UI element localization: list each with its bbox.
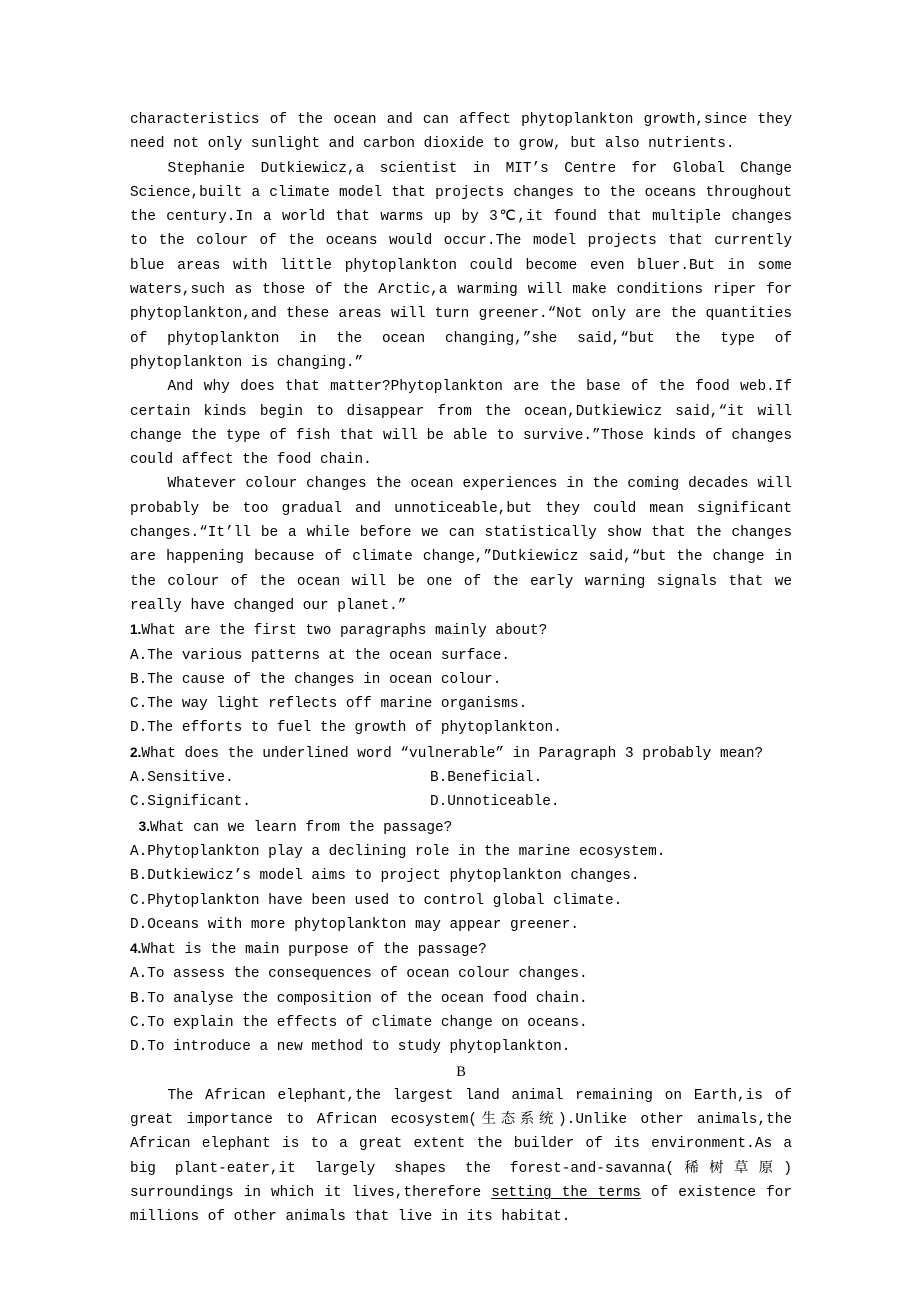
question-2-option-d[interactable]: D.Unnoticeable. xyxy=(430,794,560,811)
question-3-text: What can we learn from the passage? xyxy=(149,819,453,836)
section-b-paragraph xyxy=(130,1084,792,1230)
paragraph-warning-signals: Whatever colour changes the ocean experiences in the coming decades will probably be too gradual and unnoticeable,but they could mean significant changes.“It’ll be a while before we can statistically show that the changes are happening because of climate change,”Dutkiewicz said,“but the change in the colour of the ocean will be one of the early warning signals that we really have changed our planet.” xyxy=(130,476,792,614)
question-4-option-d[interactable]: D.To introduce a new method to study phytoplankton. xyxy=(130,1039,571,1056)
question-4-option-b[interactable]: B.To analyse the composition of the ocean food chain. xyxy=(130,990,588,1007)
question-1-number: 1. xyxy=(130,622,142,638)
paragraph-food-web: And why does that matter?Phytoplankton are the base of the food web.If certain kinds begin to disappear from the ocean,Dutkiewicz said,“it will change the type of fish that will be able to survive.”Those kinds of changes could affect the food chain. xyxy=(130,379,792,469)
question-4-option-c[interactable]: C.To explain the effects of climate change on oceans. xyxy=(130,1014,588,1031)
question-4-stem xyxy=(130,937,792,962)
question-3-option-c[interactable]: C.Phytoplankton have been used to control global climate. xyxy=(130,892,623,909)
question-1-option-c[interactable]: C.The way light reflects off marine organisms. xyxy=(130,696,528,713)
question-3-option-d[interactable]: D.Oceans with more phytoplankton may appear greener. xyxy=(130,916,580,933)
question-3-option-b[interactable]: B.Dutkiewicz’s model aims to project phytoplankton changes. xyxy=(130,868,640,885)
question-2-option-a[interactable]: A.Sensitive. xyxy=(130,770,234,787)
question-4-text: What is the main purpose of the passage? xyxy=(141,942,487,959)
question-4-option-a[interactable]: A.To assess the consequences of ocean colour changes. xyxy=(130,966,588,983)
question-1-option-b[interactable]: B.The cause of the changes in ocean colour. xyxy=(130,671,502,688)
question-2-text: What does the underlined word “vulnerable” in Paragraph 3 probably mean? xyxy=(141,745,764,762)
paragraph-continuation: characteristics of the ocean and can affect phytoplankton growth,since they need not only sunlight and carbon dioxide to grow, but also nutrients. xyxy=(130,112,792,153)
question-2-options-row-2 xyxy=(130,790,792,814)
section-b-underlined-phrase: setting the terms xyxy=(491,1185,641,1202)
question-2-options-row-1 xyxy=(130,766,792,790)
question-3-number: 3. xyxy=(138,818,150,834)
question-1-option-a[interactable]: A.The various patterns at the ocean surface. xyxy=(130,647,510,664)
section-b-text-lead: The African elephant,the largest land animal remaining on Earth,is of great importance to African ecosystem(生态系统).Unlike other animals,the African elephant is to a great extent the builder of its environment.As a big plant-eater,it largely shapes the forest-and-savanna(稀树草原) surroundings in which it lives,therefore xyxy=(130,1087,792,1202)
question-3-option-a[interactable]: A.Phytoplankton play a declining role in the marine ecosystem. xyxy=(130,843,666,860)
question-2-number: 2. xyxy=(130,744,142,760)
question-3-stem xyxy=(130,815,792,840)
question-1-text: What are the first two paragraphs mainly about? xyxy=(141,623,548,640)
section-b-text-tail: of existence for millions of other animals that live in its habitat. xyxy=(130,1185,792,1226)
question-4-number: 4. xyxy=(130,941,142,957)
paragraph-dutkiewicz-model: Stephanie Dutkiewicz,a scientist in MIT’s Centre for Global Change Science,built a climate model that projects changes to the oceans throughout the century.In a world that warms up by 3℃,it found that multiple changes to the colour of the oceans would occur.The model projects that currently blue areas with little phytoplankton could become even bluer.But in some waters,such as those of the Arctic,a warming will make conditions riper for phytoplankton,and these areas will turn greener.“Not only are the quantities of phytoplankton in the ocean changing,”she said,“but the type of phytoplankton is changing.” xyxy=(130,160,792,371)
section-b-label: B xyxy=(456,1063,466,1080)
question-2-stem xyxy=(130,741,792,766)
document-page xyxy=(130,108,792,1230)
question-1-option-d[interactable]: D.The efforts to fuel the growth of phytoplankton. xyxy=(130,720,562,737)
question-2-option-b[interactable]: B.Beneficial. xyxy=(430,770,543,787)
question-2-option-c[interactable]: C.Significant. xyxy=(130,794,251,811)
question-1-stem xyxy=(130,618,792,643)
